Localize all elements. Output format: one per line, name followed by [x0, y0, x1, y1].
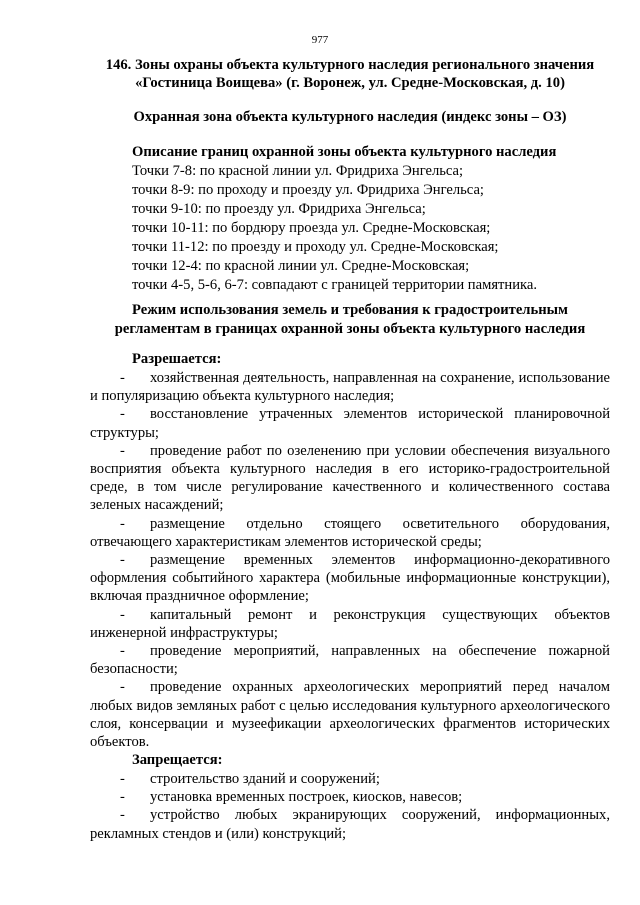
list-item [90, 606, 610, 642]
list-item [90, 806, 610, 842]
document-title-line-1: 146. Зоны охраны объекта культурного наследия регионального значения [105, 57, 595, 73]
dash-marker [120, 770, 125, 788]
boundary-point: точки 12-4: по красной линии ул. Средне-Московская; [132, 258, 470, 274]
boundary-point: точки 8-9: по проходу и проезду ул. Фридриха Энгельса; [132, 182, 484, 198]
document-title-line-2: «Гостиница Воищева» (г. Воронеж, ул. Средне-Московская, д. 10) [135, 75, 565, 91]
list-item [90, 369, 610, 405]
list-item-text: восстановление утраченных элементов исторической планировочной структуры; [90, 406, 610, 441]
list-item-text: проведение мероприятий, направленных на обеспечение пожарной безопасности; [90, 643, 610, 678]
zone-heading: Охранная зона объекта культурного наследия (индекс зоны – ОЗ) [133, 109, 567, 125]
dash-marker [120, 551, 125, 569]
list-item-text: размещение временных элементов информационно-декоративного оформления событийного характера (мобильные информационные конструкции), включая праздничное оформление; [90, 552, 610, 605]
boundary-point: точки 9-10: по проезду ул. Фридриха Энгельса; [132, 201, 426, 217]
list-item [90, 678, 610, 751]
list-item [90, 551, 610, 606]
boundary-point: точки 10-11: по бордюру проезда ул. Средне-Московская; [132, 220, 491, 236]
dash-marker [120, 806, 125, 824]
list-item-text: строительство зданий и сооружений; [150, 771, 380, 787]
allowed-heading: Разрешается: [132, 351, 222, 367]
list-item [90, 788, 610, 806]
page-number: 977 [311, 34, 329, 46]
regime-heading [90, 301, 610, 339]
boundary-heading: Описание границ охранной зоны объекта культурного наследия [132, 144, 557, 160]
allowed-list [90, 369, 610, 751]
dash-marker [120, 788, 125, 806]
list-item-text: капитальный ремонт и реконструкция существующих объектов инженерной инфраструктуры; [90, 606, 610, 641]
dash-marker [120, 515, 125, 533]
list-item-text: проведение работ по озеленению при условии обеспечения визуального восприятия объекта культурного наследия в его историко-градостроительной среде, в том числе регулирование качественного и количественного состава зеленых насаждений; [90, 442, 610, 514]
list-item-text: устройство любых экранирующих сооружений, информационных, рекламных стендов и (или) конструкций; [90, 807, 610, 842]
forbidden-heading: Запрещается: [132, 752, 223, 768]
dash-marker [120, 678, 125, 696]
boundary-point: точки 11-12: по проезду и проходу ул. Средне-Московская; [132, 239, 499, 255]
list-item [90, 442, 610, 515]
list-item [90, 770, 610, 788]
list-item-text: размещение отдельно стоящего осветительного оборудования, отвечающего характеристикам элементов исторической среды; [90, 515, 610, 550]
boundary-point: Точки 7-8: по красной линии ул. Фридриха Энгельса; [132, 163, 464, 179]
forbidden-list [90, 770, 610, 843]
dash-marker [120, 442, 125, 460]
list-item-text: установка временных построек, киосков, навесов; [150, 789, 463, 806]
dash-marker [120, 642, 125, 660]
list-item [90, 515, 610, 551]
regime-heading-line-2: регламентам в границах охранной зоны объекта культурного наследия [114, 321, 586, 337]
boundary-point: точки 4-5, 5-6, 6-7: совпадают с границей территории памятника. [132, 277, 538, 293]
list-item-text: хозяйственная деятельность, направленная на сохранение, использование и популяризацию объекта культурного наследия; [90, 370, 610, 405]
dash-marker [120, 606, 125, 624]
list-item [90, 405, 610, 441]
dash-marker [120, 369, 125, 387]
list-item [90, 642, 610, 678]
regime-heading-line-1: Режим использования земель и требования к градостроительным [132, 302, 568, 318]
boundary-description [132, 143, 612, 295]
dash-marker [120, 405, 125, 423]
list-item-text: проведение охранных археологических мероприятий перед началом любых видов земляных работ с целью исследования культурного археологического слоя, консервации и музеефикации археологических фрагментов исторических объектов. [90, 679, 610, 751]
document-title [90, 56, 610, 92]
